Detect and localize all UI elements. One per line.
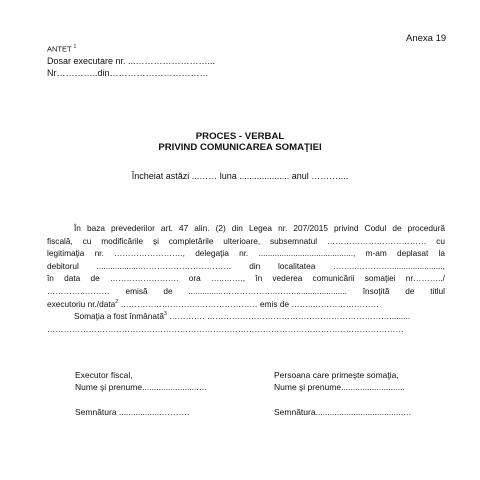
handed-over-label: Somaţia a fost înmânată [74, 311, 164, 322]
body-line-1: În baza prevederilor art. 47 alin. (2) din Legea nr. 207/2015 privind Codul de procedură [74, 223, 445, 233]
title-executoriu-rest: ………………………..………………… emis de ……..…………………… [118, 298, 379, 309]
antet-text: ANTET [47, 44, 72, 54]
body-line-7 [47, 298, 445, 311]
recipient-signature-line: Semnătura.....................................… [274, 407, 412, 417]
body-line-2: fiscală, cu modificările şi completările ulterioare, subsemnatul ……………………………… cu [47, 235, 445, 246]
body-line-3: legitimaţia nr. ……………………., delegaţia nr. ........................................., m-am deplasat la [47, 248, 445, 259]
concluded-date-line: Încheiat astăzi ...…… luna .................... anul ……….... [131, 171, 349, 181]
body-line-9: ………………………………………………………………………………………………………………… [47, 323, 404, 334]
document-number-line: Nr…………..din…………………………… [47, 68, 209, 78]
document-subtitle: PRIVIND COMUNICAREA SOMAŢIEI [158, 142, 322, 153]
annex-label: Anexa 19 [406, 33, 447, 44]
executor-signature-line: Semnătura ..................………. [75, 407, 190, 417]
antet-label [47, 44, 76, 54]
dosar-executare-line: Dosar executare nr. ...……………………... [47, 56, 216, 66]
body-line-4: debitorul ...................…………………………… din localitatea ……...…………......................., [47, 260, 445, 271]
body-line-8 [47, 310, 445, 323]
body-line-6: …………..……… emisă de ...............………………..……....................... însoţită de titlul [47, 285, 445, 296]
report-body [47, 222, 445, 335]
recipient-role: Persoana care primeşte somaţia, [274, 370, 399, 380]
antet-footnote-mark: 1 [73, 44, 77, 50]
executor-name-line: Nume şi prenume........................… [75, 382, 208, 392]
footnote-mark-3: 3 [163, 311, 167, 318]
executor-role: Executor fiscal, [75, 370, 133, 380]
handed-over-rest: …………. …………………………………………………………......... [166, 311, 411, 322]
footnote-mark-2: 2 [115, 298, 119, 305]
body-line-5: în data de ……………………. ora …..……., în vederea comunicării somaţiei nr………../ [47, 273, 445, 284]
recipient-name-line: Nume şi prenume........................... [274, 382, 405, 392]
document-title: PROCES - VERBAL [195, 131, 285, 142]
title-executoriu-label: executoriu nr./data [47, 298, 116, 309]
